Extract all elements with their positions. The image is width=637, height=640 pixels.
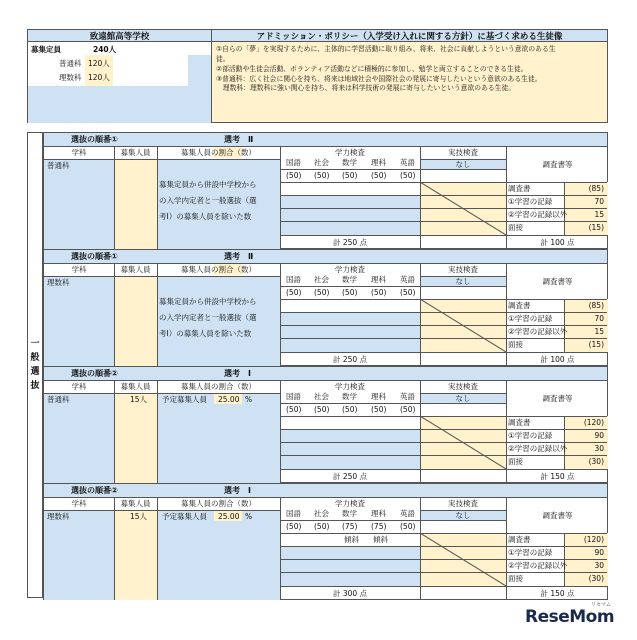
chosa-value: (85): [588, 184, 604, 193]
col-jitsugi: 実技検査: [448, 382, 478, 391]
course-name: 普通科: [47, 395, 70, 404]
col-chosa: 調査書等: [542, 159, 573, 169]
keisha-label: 傾斜: [344, 535, 359, 544]
col-gakuryoku: 学力検査: [335, 148, 365, 157]
chosa-item: ②学習の記録以外: [508, 327, 568, 336]
subject-label: 国語: [286, 392, 301, 401]
subject-score: (50): [371, 288, 387, 297]
selection-order: 選抜の順番①: [71, 252, 118, 261]
selection-order: 選抜の順番②: [71, 369, 118, 378]
chosa-value: 15: [594, 210, 604, 219]
subject-score: (50): [314, 405, 330, 414]
quota-course: 理数科: [59, 73, 82, 82]
wariai-note: 考Ⅰ）の募集人員を除いた数: [159, 329, 252, 338]
policy-line: 理数科：理数科に強い関心を持ち、将来は科学技術の発展に寄与したいという意欲のある生徒。: [216, 84, 516, 93]
col-ninzu: 募集人員: [120, 382, 151, 391]
subject-score: (75): [371, 522, 387, 531]
policy-line: ③普通科：広く社会に関心を持ち、将来は地域社会や国際社会の発展に寄与したいという意欲のある生徒。: [216, 74, 542, 83]
course-name: 普通科: [47, 161, 70, 170]
chosa-item: ②学習の記録以外: [508, 561, 568, 570]
gakuryoku-total: 計 250 点: [332, 237, 368, 247]
subject-label: 英語: [400, 275, 415, 284]
col-wariai: 募集人員の割合（数）: [181, 499, 256, 508]
quota-count: 120人: [88, 59, 110, 68]
subject-label: 社会: [314, 275, 329, 284]
chosa-item: 面接: [508, 457, 523, 466]
chosa-value: (15): [588, 223, 604, 232]
jitsugi-value: なし: [455, 276, 471, 286]
selection-type: 選考 Ⅰ: [224, 486, 251, 495]
col-gakka: 学科: [71, 265, 87, 274]
wariai-value: 25.00: [218, 512, 240, 521]
col-gakuryoku: 学力検査: [335, 499, 365, 508]
col-jitsugi: 実技検査: [448, 148, 478, 157]
subject-label: 社会: [314, 509, 329, 518]
chosa-value: (120): [583, 418, 604, 427]
quota-course: 普通科: [59, 59, 82, 68]
jitsugi-value: なし: [455, 159, 471, 169]
col-gakka: 学科: [71, 382, 87, 391]
chosa-value: (30): [588, 574, 604, 583]
subject-label: 英語: [400, 158, 415, 167]
selection-section: [43, 132, 608, 249]
wariai-label: 予定募集人員: [162, 395, 207, 404]
quota-block: [27, 41, 212, 123]
school-name: 致遠館高等学校: [27, 29, 212, 42]
selection-order: 選抜の順番②: [71, 486, 118, 495]
course-ninzu: 15人: [130, 395, 148, 404]
policy-line: ①自らの「夢」を実現するために、主体的に学習活動に取り組み、将来、社会に貢献しようという意欲のある生: [216, 45, 556, 53]
resemom-logo: [525, 603, 625, 633]
subject-label: 数学: [342, 509, 357, 518]
col-ninzu: 募集人員: [120, 265, 151, 274]
chosa-value: 30: [594, 444, 604, 453]
subject-label: 社会: [314, 392, 329, 401]
course-name: 理数科: [47, 278, 70, 287]
selection-section: [43, 483, 608, 600]
subject-label: 英語: [400, 509, 415, 518]
chosa-item: ②学習の記録以外: [508, 444, 568, 453]
wariai-value: 25.00: [218, 395, 240, 404]
subject-score: (50): [400, 288, 416, 297]
chosa-item: 調査書: [508, 418, 531, 427]
chosa-item: 面接: [508, 223, 523, 232]
course-ninzu: 15人: [130, 512, 148, 521]
chosa-value: 70: [594, 314, 604, 323]
subject-score: (50): [342, 171, 358, 180]
gakuryoku-total: 計 300 点: [332, 588, 368, 598]
chosa-total: 計 150 点: [540, 471, 575, 481]
chosa-value: (120): [583, 535, 604, 544]
wariai-percent: %: [245, 395, 253, 404]
selection-section: [43, 366, 608, 483]
subject-score: (50): [286, 288, 302, 297]
subject-score: (50): [400, 171, 416, 180]
subject-label: 数学: [342, 158, 357, 167]
admission-policy: [211, 41, 608, 123]
keisha-label: 傾斜: [373, 535, 388, 544]
col-wariai: 募集人員の割合（数）: [181, 382, 256, 391]
subject-score: (50): [286, 171, 302, 180]
col-wariai: 募集人員の割合（数）: [181, 265, 256, 274]
selection-type: 選考 Ⅱ: [224, 135, 254, 144]
subject-score: (50): [314, 522, 330, 531]
col-ninzu: 募集人員: [120, 499, 151, 508]
subject-score: (50): [342, 405, 358, 414]
policy-line: 徒。: [216, 54, 230, 63]
logo-kana: リセマム: [591, 602, 611, 608]
subject-label: 理科: [371, 509, 386, 518]
subject-label: 国語: [286, 158, 301, 167]
subject-score: (50): [400, 405, 416, 414]
side-char: 一: [30, 339, 40, 349]
col-gakka: 学科: [71, 499, 87, 508]
general-selection-label: [27, 132, 43, 598]
chosa-value: (85): [588, 301, 604, 310]
subject-score: (75): [342, 522, 358, 531]
wariai-note: の入学内定者と一般選抜（選: [159, 313, 257, 322]
chosa-value: (15): [588, 340, 604, 349]
quota-count: 120人: [88, 73, 110, 82]
selection-type: 選考 Ⅰ: [224, 369, 251, 378]
jitsugi-value: なし: [455, 393, 471, 403]
diagonal-strike: [420, 299, 506, 352]
quota-label: 募集定員: [31, 45, 61, 54]
chosa-item: 面接: [508, 574, 523, 583]
chosa-item: 調査書: [508, 184, 531, 193]
selection-order: 選抜の順番①: [71, 135, 118, 144]
col-gakuryoku: 学力検査: [335, 382, 365, 391]
subject-label: 数学: [342, 392, 357, 401]
subject-label: 国語: [286, 509, 301, 518]
subject-label: 国語: [286, 275, 301, 284]
chosa-total: 計 150 点: [540, 588, 575, 598]
side-char: 抜: [30, 380, 40, 391]
chosa-value: 15: [594, 327, 604, 336]
subject-score: (50): [314, 171, 330, 180]
chosa-value: 30: [594, 561, 604, 570]
wariai-note: 募集定員から併設中学校から: [159, 297, 257, 306]
subject-label: 英語: [400, 392, 415, 401]
wariai-note: 募集定員から併設中学校から: [159, 180, 257, 189]
subject-label: 理科: [371, 275, 386, 284]
col-chosa: 調査書等: [542, 276, 573, 286]
diagonal-strike: [420, 182, 506, 235]
wariai-note: の入学内定者と一般選抜（選: [159, 196, 257, 205]
subject-label: 数学: [342, 275, 357, 284]
chosa-item: 調査書: [508, 301, 531, 310]
col-gakka: 学科: [71, 148, 87, 157]
subject-score: (50): [314, 288, 330, 297]
quota-total: 240人: [93, 45, 117, 54]
chosa-value: 90: [594, 431, 604, 440]
subject-label: 理科: [371, 158, 386, 167]
course-name: 理数科: [47, 512, 70, 521]
col-chosa: 調査書等: [542, 393, 573, 403]
wariai-percent: %: [245, 512, 253, 521]
subject-score: (50): [286, 405, 302, 414]
logo-text: ReseMom: [525, 607, 615, 627]
chosa-total: 計 100 点: [540, 354, 575, 364]
subject-label: 社会: [314, 158, 329, 167]
jitsugi-value: なし: [455, 510, 471, 520]
gakuryoku-total: 計 250 点: [332, 354, 368, 364]
col-ninzu: 募集人員: [120, 148, 151, 157]
subject-score: (50): [400, 522, 416, 531]
selection-type: 選考 Ⅱ: [224, 252, 254, 261]
chosa-item: 調査書: [508, 535, 531, 544]
col-chosa: 調査書等: [542, 510, 573, 520]
wariai-label: 予定募集人員: [162, 512, 207, 521]
chosa-item: 面接: [508, 340, 523, 349]
chosa-item: ①学習の記録: [508, 431, 553, 440]
subject-score: (50): [286, 522, 302, 531]
chosa-item: ①学習の記録: [508, 197, 553, 206]
side-char: 選: [30, 366, 40, 377]
policy-line: ②部活動や生徒会活動、ボランティア活動などに積極的に参加し、勉学と両立することのできる生徒。: [216, 64, 528, 73]
chosa-value: 90: [594, 548, 604, 557]
gakuryoku-total: 計 250 点: [332, 471, 368, 481]
col-jitsugi: 実技検査: [448, 499, 478, 508]
subject-label: 理科: [371, 392, 386, 401]
side-char: 般: [30, 352, 40, 363]
subject-score: (50): [371, 171, 387, 180]
chosa-value: (30): [588, 457, 604, 466]
subject-score: (50): [371, 405, 387, 414]
policy-title: アドミッション・ポリシー（入学受け入れに関する方針）に基づく求める生徒像: [211, 29, 608, 42]
wariai-note: 考Ⅰ）の募集人員を除いた数: [159, 212, 252, 221]
subject-score: (50): [342, 288, 358, 297]
chosa-item: ②学習の記録以外: [508, 210, 568, 219]
selection-section: [43, 249, 608, 366]
diagonal-strike: [420, 416, 506, 469]
col-gakuryoku: 学力検査: [335, 265, 365, 274]
chosa-total: 計 100 点: [540, 237, 575, 247]
chosa-item: ①学習の記録: [508, 314, 553, 323]
col-jitsugi: 実技検査: [448, 265, 478, 274]
chosa-value: 70: [594, 197, 604, 206]
col-wariai: 募集人員の割合（数）: [181, 148, 256, 157]
chosa-item: ①学習の記録: [508, 548, 553, 557]
diagonal-strike: [420, 533, 506, 586]
